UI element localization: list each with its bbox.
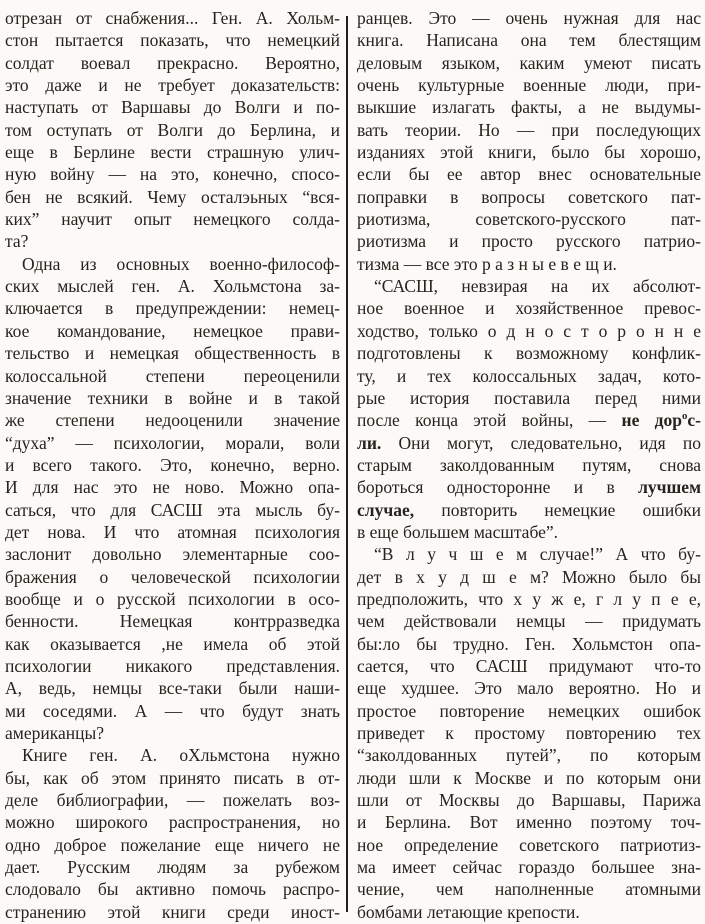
text-line: колоссальной степени переоценили — [5, 365, 340, 386]
text-line: наступать от Варшавы до Волги и по- — [5, 97, 340, 118]
text-line: ключается в предупреждении: немец- — [5, 298, 340, 319]
text-line: после конца этой войны, — не дор$^о$с- — [357, 410, 702, 431]
text-line: предположить, что х у ж е, г л у п е е, — [357, 588, 701, 609]
text-line: можно широкого распространения, но — [5, 812, 340, 833]
text-line: ма имеет сейчас гораздо большее зна- — [357, 857, 701, 878]
text-line: ли. Они могут, следовательно, идя по — [357, 432, 701, 453]
text-line: “заколдованных путей”, по которым — [357, 745, 701, 766]
text-line: деле библиографии, — пожелать воз- — [5, 790, 340, 811]
text-line: дает. Русским людям за рубежом — [5, 857, 340, 878]
text-line: психологии никакого представления. — [5, 655, 340, 676]
text-line: в еще большем масштабе”. — [357, 521, 559, 542]
bold-text: с- — [687, 410, 702, 431]
text-line: та? — [5, 231, 29, 252]
text-line: случае, повторить немецкие ошибки — [357, 499, 701, 520]
text-line: ких” научит опыт немецкого солда- — [5, 209, 340, 230]
text-line: бражения о человеческой психологии — [5, 566, 340, 587]
text-line: изданиях этой книги, было бы хорошо, — [357, 142, 701, 163]
text-line: тельство и немецкая общественность в — [5, 343, 340, 364]
text-line: одно доброе пожелание еще ничего не — [5, 834, 340, 855]
text-line: вать теории. Но — при последующих — [357, 119, 701, 140]
bold-text: ли. — [357, 432, 382, 453]
text-line: бомбами летающие крепости. — [357, 901, 580, 922]
text-line: приведет к простому повторению тех — [357, 723, 701, 743]
text-line: “САСШ, невзирая на их абсолют- — [374, 276, 701, 297]
text-line: книга. Написана она тем блестящим — [357, 30, 701, 51]
text-line: Одна из основных военно-философ- — [22, 253, 340, 274]
text-line: том оступать от Волги до Берлина, и — [5, 119, 340, 140]
text-line: риотизма и просто русского патрио- — [357, 231, 701, 252]
text-line: бы, как об этом принято писать в от- — [5, 767, 340, 788]
text-line: чем действовали немцы — придумать — [357, 611, 701, 632]
text-line: А, ведь, немцы все-таки были наши- — [5, 678, 340, 699]
text-line: как оказывается ,не имела об этой — [5, 633, 340, 654]
text-line: И для нас это не ново. Можно опа- — [5, 477, 340, 498]
text-line: выкшие излагать факты, а не выдумы- — [357, 97, 701, 118]
text-line: заслонит довольно элементарные соо- — [5, 544, 340, 565]
bold-text: не дор — [621, 410, 682, 431]
text-line: ских мыслей ген. А. Хольмстона за- — [5, 276, 340, 297]
text-line: ходство, только о д н о с т о р о н н е — [357, 320, 701, 341]
text-line: ное военное и хозяйственное превос- — [357, 298, 701, 319]
text-line: дет нова. И что атомная психология — [5, 521, 340, 542]
text-line: подготовлены к возможному конфлик- — [357, 343, 701, 364]
text-line: и Берлина. Вот именно поэтому точ- — [357, 812, 701, 833]
text-line: шли от Москвы до Варшавы, Парижа — [357, 790, 701, 811]
text-line: отрезан от снабжения... Ген. А. Хольм- — [5, 8, 340, 28]
text-line: значение техники в войне и в такой — [5, 387, 340, 408]
text-line: “В л у ч ш е м случае!” А что бу- — [374, 544, 701, 565]
text-line: это даже и не требует доказательств: — [5, 75, 340, 96]
text-line: ное определение советского патриотиз- — [357, 834, 701, 855]
column-divider — [346, 16, 348, 912]
superscript-letter: о — [681, 410, 688, 423]
text-line: бен не всякий. Чему осталэьных “вся- — [5, 186, 340, 207]
text-line: люди шли к Москве и по которым они — [357, 767, 701, 788]
text-line: ту, и тех колоссальных задач, кото- — [357, 365, 701, 386]
text-line: ранцев. Это — очень нужная для нас — [357, 8, 701, 28]
bold-text: лучшем — [638, 477, 701, 498]
text-line: рые история поставила перед ними — [357, 387, 701, 408]
text-line: саться, что для САСШ эта мысль бу- — [5, 499, 340, 520]
text-line: же степени недооценили значение — [5, 410, 340, 431]
bold-text: случае, — [357, 499, 415, 520]
text-line: очень культурные военные люди, при- — [357, 75, 701, 96]
text-line: поправки в вопросы советского пат- — [357, 186, 701, 207]
text-line: американцы? — [5, 723, 104, 743]
text-line: риотизма, советского-русского пат- — [357, 209, 701, 230]
text-line: тизма — все это р а з н ы е в е щ и. — [357, 253, 617, 274]
text-line: сается, что САСШ придумают что-то — [357, 655, 701, 676]
text-line: старым заколдованным путям, снова — [357, 454, 701, 475]
text-line: бенности. Немецкая контрразведка — [5, 611, 340, 632]
text-line: и всего такого. Это, конечно, верно. — [5, 454, 340, 475]
text-line: чение, чем наполненные атомными — [357, 879, 701, 900]
text-line: “духа” — психологии, морали, воли — [5, 432, 340, 453]
text-line: стон пытается показать, что немецкий — [5, 30, 340, 51]
text-line: кое командование, немецкое прави- — [5, 320, 340, 341]
text-line: странению этой книги среди иност- — [5, 901, 340, 922]
text-line: солдат воевал прекрасно. Вероятно, — [5, 52, 340, 73]
text-line: бы:ло бы трудно. Ген. Хольмстон опа- — [357, 633, 701, 654]
text-line: еще в Берлине вести страшную улич- — [5, 142, 340, 163]
text-line: слодовало бы активно помочь распро- — [5, 879, 340, 900]
text-line: ми соседями. А — что будут знать — [5, 700, 340, 721]
text-line: простое повторение немецких ошибок — [357, 700, 701, 721]
text-line: деловым языком, каким умеют писать — [357, 52, 701, 73]
text-line: дет в х у д ш е м? Можно было бы — [357, 566, 701, 587]
left-column — [5, 7, 340, 923]
text-line: Книге ген. А. оХльмстона нужно — [22, 745, 340, 766]
text-line: вообще и о русской психологии в осо- — [5, 588, 340, 609]
text-line: если бы ее автор внес основательные — [357, 164, 701, 185]
text-line: ную войну — на это, конечно, спосо- — [5, 164, 340, 185]
text-line: еще худшее. Это мало вероятно. Но и — [357, 678, 701, 699]
text-line: бороться односторонне и в лучшем — [357, 477, 701, 498]
right-column — [357, 7, 701, 923]
